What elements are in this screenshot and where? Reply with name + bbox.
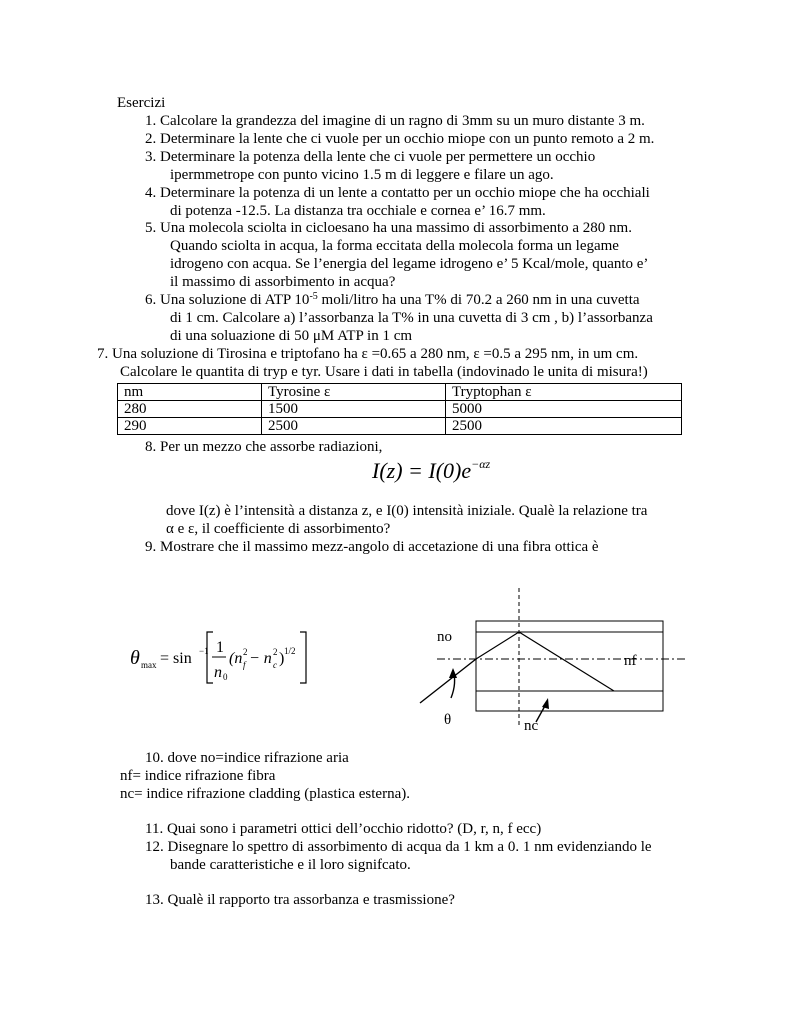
nf-square: 2 xyxy=(243,647,248,657)
exercise-3-line-2: ipermmetrope con punto vicino 1.5 m di leggere e filare un ago. xyxy=(170,167,554,183)
formula-inverse-exponent: −1 xyxy=(199,646,209,656)
nc-arrowhead xyxy=(542,698,549,709)
fraction-numerator: 1 xyxy=(216,639,224,656)
table-header-cell: Tryptophan ε xyxy=(446,384,682,401)
exercise-12-line-2: bande caratteristiche e il loro signifcato. xyxy=(170,857,411,873)
exercise-3-line-1: 3. Determinare la potenza della lente che ci vuole per permettere un occhio xyxy=(145,149,596,165)
exercise-8-line-1: 8. Per un mezzo che assorbe radiazioni, xyxy=(145,439,383,455)
table-cell: 280 xyxy=(118,401,262,418)
nf-subscript: f xyxy=(243,660,246,670)
formula-paren-nf: (n xyxy=(229,650,243,667)
fiber-diagram xyxy=(420,588,686,725)
incoming-ray xyxy=(420,659,476,703)
label-nc: nc xyxy=(524,718,539,734)
reflected-ray xyxy=(519,632,614,691)
exercise-10-line-1: 10. dove no=indice rifrazione aria xyxy=(145,750,349,766)
acceptance-angle-formula xyxy=(130,632,306,683)
table-header-cell: nm xyxy=(118,384,262,401)
table-cell: 2500 xyxy=(446,418,682,435)
exercise-7-line-1: 7. Una soluzione di Tirosina e triptofano ha ε =0.65 a 280 nm, ε =0.5 a 295 nm, in um cm. xyxy=(97,346,639,362)
theta-arrowhead xyxy=(449,668,457,678)
formula-close-paren: ) xyxy=(279,650,285,667)
formula-sin: = sin xyxy=(160,650,192,667)
exercise-6-exponent: -5 xyxy=(309,291,318,302)
formula-exponent: −αz xyxy=(471,457,491,471)
exercise-5-line-3: idrogeno con acqua. Se l’energia del legame idrogeno e’ 5 Kcal/mole, quanto e’ xyxy=(170,256,649,272)
exercise-10-line-2: nf= indice rifrazione fibra xyxy=(120,768,276,784)
page-title: Esercizi xyxy=(117,95,166,111)
exercise-8-line-3: α e ε, il coefficiente di assorbimento? xyxy=(166,521,391,537)
exercise-12-line-1: 12. Disegnare lo spettro di assorbimento di acqua da 1 km a 0. 1 nm evidenziando le xyxy=(145,839,652,855)
nc-subscript: c xyxy=(273,660,277,670)
exercise-10-line-3: nc= indice rifrazione cladding (plastica esterna). xyxy=(120,786,410,802)
exercise-5-line-1: 5. Una molecola sciolta in cicloesano ha una massimo di assorbimento a 280 nm. xyxy=(145,220,632,236)
exercise-7-line-2: Calcolare le quantita di tryp e tyr. Usare i dati in tabella (indovinado le unita di misura!) xyxy=(120,364,648,380)
exercise-8-line-2: dove I(z) è l’intensità a distanza z, e I(0) intensità iniziale. Qualè la relazione tra xyxy=(166,503,648,519)
formula-minus-nc: − n xyxy=(249,650,272,667)
exercise-13: 13. Qualè il rapporto tra assorbanza e trasmissione? xyxy=(145,892,455,908)
refracted-ray xyxy=(476,632,519,659)
denominator-subscript: 0 xyxy=(223,672,228,682)
right-bracket xyxy=(300,632,306,683)
exercise-9: 9. Mostrare che il massimo mezz-angolo di accetazione di una fibra ottica è xyxy=(145,539,599,555)
exercise-2: 2. Determinare la lente che ci vuole per un occhio miope con un punto remoto a 2 m. xyxy=(145,131,655,147)
formula-theta: θ xyxy=(130,647,140,669)
label-theta: θ xyxy=(444,712,452,728)
label-nf: nf xyxy=(624,653,637,669)
formula-lhs: I(z) = I(0)e xyxy=(372,458,472,483)
exercise-6-text-b: moli/litro ha una T% di 70.2 a 260 nm in una cuvetta xyxy=(317,292,640,308)
nc-square: 2 xyxy=(273,647,278,657)
fraction-denominator: n xyxy=(214,664,222,681)
label-no: no xyxy=(437,629,452,645)
table-cell: 290 xyxy=(118,418,262,435)
exercise-11: 11. Quai sono i parametri ottici dell’occhio ridotto? (D, r, n, f ecc) xyxy=(145,821,542,837)
table-cell: 2500 xyxy=(262,418,446,435)
table-cell: 5000 xyxy=(446,401,682,418)
exercise-6-text-a: 6. Una soluzione di ATP 10 xyxy=(145,292,310,308)
exercise-1: 1. Calcolare la grandezza del imagine di un ragno di 3mm su un muro distante 3 m. xyxy=(145,113,645,129)
exercise-4-line-2: di potenza -12.5. La distanza tra occhiale e cornea e’ 16.7 mm. xyxy=(170,203,546,219)
exercise-6-line-3: di una soluazione di 50 μM ATP in 1 cm xyxy=(170,328,413,344)
exercise-6-line-2: di 1 cm. Calcolare a) l’assorbanza la T% in una cuvetta di 3 cm , b) l’assorbanza xyxy=(170,310,653,326)
exercise-5-line-2: Quando sciolta in acqua, la forma eccitata della molecola forma un legame xyxy=(170,238,619,254)
table-header-cell: Tyrosine ε xyxy=(262,384,446,401)
exercise-4-line-1: 4. Determinare la potenza di un lente a contatto per un occhio miope che ha occhiali xyxy=(145,185,650,201)
formula-max-subscript: max xyxy=(141,660,157,670)
exercise-5-line-4: il massimo di assorbimento in acqua? xyxy=(170,274,396,290)
table-cell: 1500 xyxy=(262,401,446,418)
diagram-labels xyxy=(437,629,637,734)
half-exponent: 1/2 xyxy=(284,646,296,656)
